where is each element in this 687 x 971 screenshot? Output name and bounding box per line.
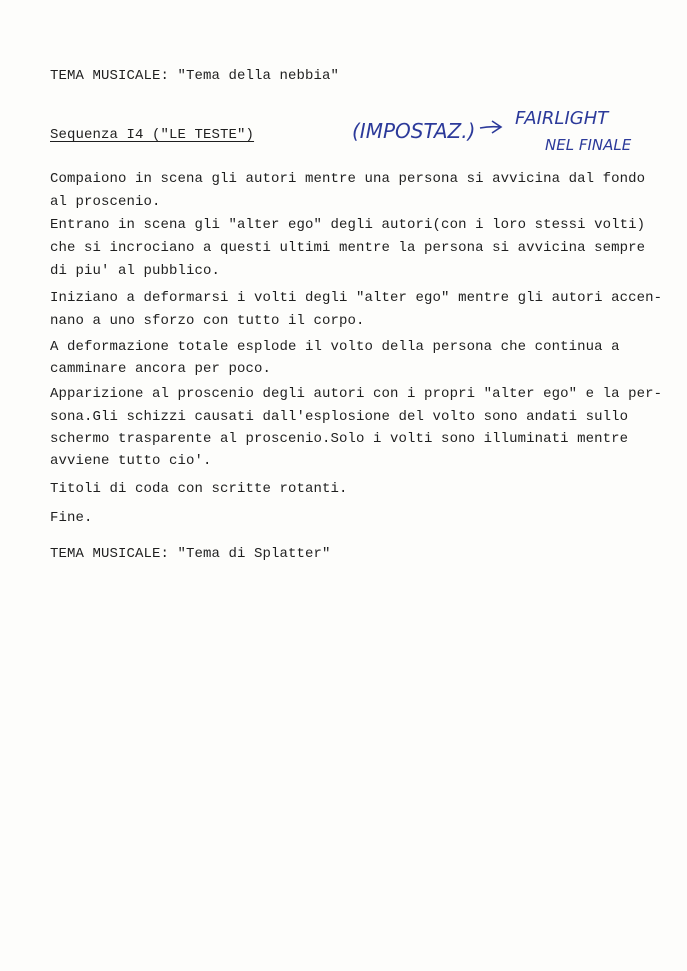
paragraph-6-line-1: Titoli di coda con scritte rotanti. — [50, 481, 348, 497]
arrow-right-icon — [480, 121, 501, 133]
annotation-right-line2: NEL FINALE — [545, 136, 632, 154]
annotation-left: (IMPOSTAZ.) — [352, 119, 476, 143]
paragraph-3-line-2: nano a uno sforzo con tutto il corpo. — [50, 313, 365, 329]
paragraph-2-line-3: di piu' al pubblico. — [50, 263, 221, 279]
paragraph-5-line-3: schermo trasparente al proscenio.Solo i volti sono illuminati mentre — [50, 431, 629, 447]
paragraph-5-line-4: avviene tutto cio'. — [50, 453, 212, 469]
paragraph-3-line-1: Iniziano a deformarsi i volti degli "alter ego" mentre gli autori accen- — [50, 290, 663, 306]
annotation-right-line1: FAIRLIGHT — [515, 108, 609, 129]
paragraph-1-line-1: Compaiono in scena gli autori mentre una persona si avvicina dal fondo — [50, 171, 646, 187]
paragraph-5-line-1: Apparizione al proscenio degli autori con i propri "alter ego" e la per- — [50, 386, 663, 402]
paragraph-2-line-2: che si incrociano a questi ultimi mentre la persona si avvicina sempre — [50, 240, 646, 256]
paragraph-2-line-1: Entrano in scena gli "alter ego" degli autori(con i loro stessi volti) — [50, 217, 646, 233]
paragraph-4-line-1: A deformazione totale esplode il volto della persona che continua a — [50, 339, 620, 355]
paragraph-7-line-1: Fine. — [50, 510, 93, 526]
theme-intro: TEMA MUSICALE: "Tema della nebbia" — [50, 68, 340, 84]
paragraph-5-line-2: sona.Gli schizzi causati dall'esplosione del volto sono andati sullo — [50, 409, 629, 425]
paragraph-4-line-2: camminare ancora per poco. — [50, 361, 272, 377]
sequence-title: Sequenza I4 ("LE TESTE") — [50, 127, 255, 143]
theme-outro: TEMA MUSICALE: "Tema di Splatter" — [50, 546, 331, 562]
handwritten-annotation — [340, 100, 670, 170]
paragraph-1-line-2: al proscenio. — [50, 194, 161, 210]
